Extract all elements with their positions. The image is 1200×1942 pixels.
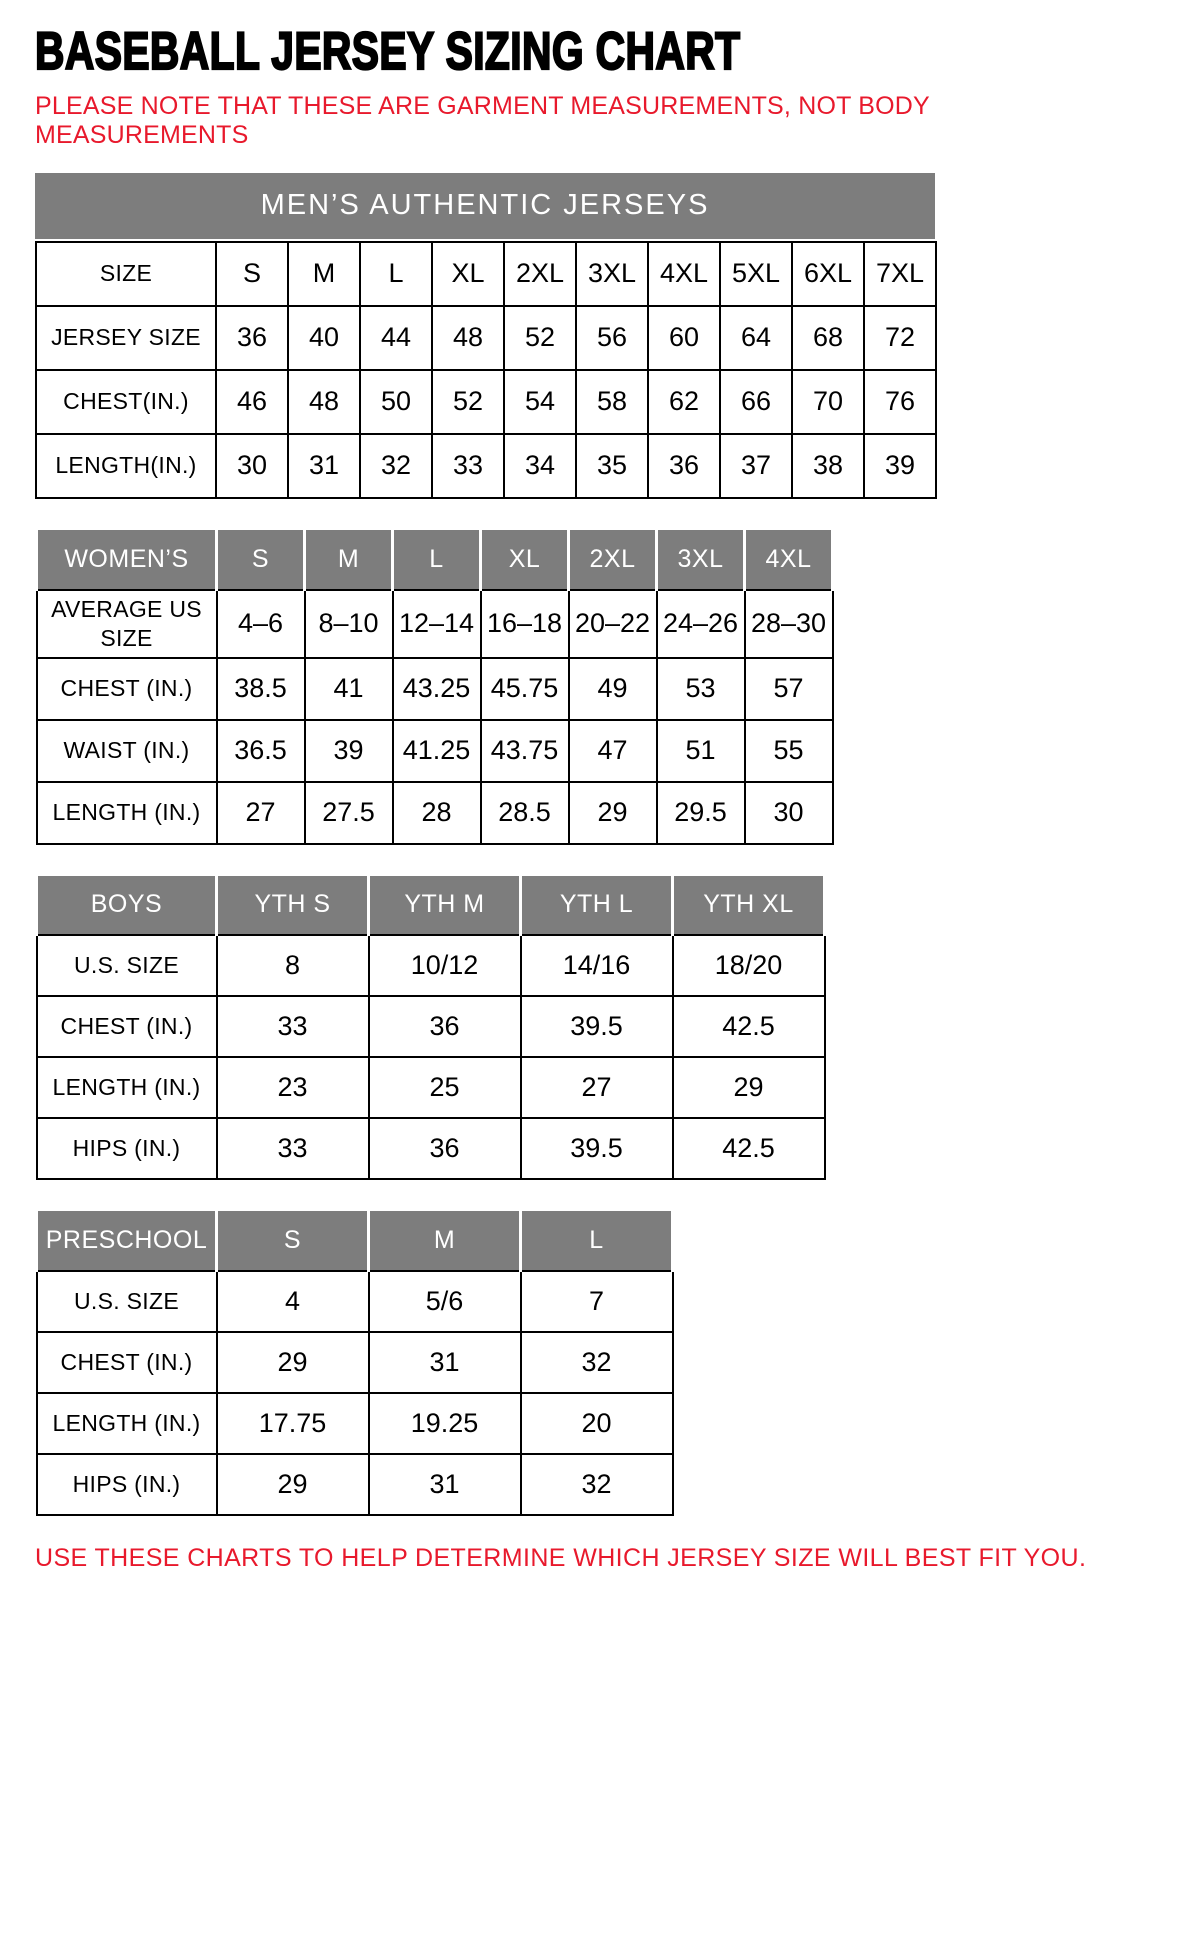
cell: 46	[216, 370, 288, 434]
column-header: YTH XL	[673, 874, 825, 935]
cell: 30	[745, 782, 833, 844]
cell: 23	[217, 1057, 369, 1118]
column-header: M	[369, 1210, 521, 1271]
cell: 29.5	[657, 782, 745, 844]
sizing-chart-page	[35, 24, 1165, 1573]
cell: 44	[360, 306, 432, 370]
cell: 2XL	[504, 242, 576, 306]
row-label: CHEST (IN.)	[37, 658, 217, 720]
preschool-header-label: PRESCHOOL	[37, 1210, 217, 1271]
cell: 29	[217, 1454, 369, 1515]
cell: 7	[521, 1271, 673, 1332]
cell: 35	[576, 434, 648, 498]
cell: 42.5	[673, 996, 825, 1057]
column-header: XL	[481, 528, 569, 590]
cell: 39.5	[521, 1118, 673, 1179]
cell: 29	[673, 1057, 825, 1118]
row-label: U.S. SIZE	[37, 1271, 217, 1332]
cell: 41.25	[393, 720, 481, 782]
cell: 50	[360, 370, 432, 434]
cell: 45.75	[481, 658, 569, 720]
preschool-header-row	[37, 1210, 673, 1271]
cell: 54	[504, 370, 576, 434]
cell: 31	[288, 434, 360, 498]
table-row	[37, 1393, 673, 1454]
row-label: HIPS (IN.)	[37, 1454, 217, 1515]
cell: 7XL	[864, 242, 936, 306]
footer-note: USE THESE CHARTS TO HELP DETERMINE WHICH JERSEY SIZE WILL BEST FIT YOU.	[35, 1543, 1087, 1572]
cell: 42.5	[673, 1118, 825, 1179]
cell: 58	[576, 370, 648, 434]
cell: 12–14	[393, 590, 481, 658]
cell: 31	[369, 1454, 521, 1515]
cell: 4XL	[648, 242, 720, 306]
cell: 62	[648, 370, 720, 434]
mens-authentic-jerseys-table	[35, 241, 937, 499]
table-row	[37, 935, 825, 996]
column-header: YTH S	[217, 874, 369, 935]
size-tables-container	[35, 173, 1165, 1516]
cell: 76	[864, 370, 936, 434]
preschool-section	[35, 1208, 1165, 1516]
column-header: YTH M	[369, 874, 521, 935]
womens-section	[35, 527, 1165, 845]
column-header: 4XL	[745, 528, 833, 590]
cell: 40	[288, 306, 360, 370]
cell: 29	[217, 1332, 369, 1393]
table-row	[37, 1118, 825, 1179]
cell: 29	[569, 782, 657, 844]
cell: 3XL	[576, 242, 648, 306]
cell: XL	[432, 242, 504, 306]
cell: 28–30	[745, 590, 833, 658]
cell: 28.5	[481, 782, 569, 844]
row-label: WAIST (IN.)	[37, 720, 217, 782]
column-header: S	[217, 1210, 369, 1271]
row-label: CHEST (IN.)	[37, 996, 217, 1057]
cell: S	[216, 242, 288, 306]
cell: 5XL	[720, 242, 792, 306]
boys-header-label: BOYS	[37, 874, 217, 935]
preschool-table	[35, 1208, 674, 1516]
cell: 60	[648, 306, 720, 370]
row-label: LENGTH (IN.)	[37, 782, 217, 844]
cell: 8–10	[305, 590, 393, 658]
table-row	[37, 658, 833, 720]
cell: 39.5	[521, 996, 673, 1057]
cell: 36	[216, 306, 288, 370]
table-row	[37, 720, 833, 782]
row-label: CHEST(IN.)	[36, 370, 216, 434]
row-label: SIZE	[36, 242, 216, 306]
table-row	[37, 782, 833, 844]
row-label: U.S. SIZE	[37, 935, 217, 996]
cell: 57	[745, 658, 833, 720]
cell: 30	[216, 434, 288, 498]
boys-table	[35, 873, 826, 1181]
cell: 16–18	[481, 590, 569, 658]
cell: 39	[305, 720, 393, 782]
cell: 14/16	[521, 935, 673, 996]
cell: 38	[792, 434, 864, 498]
garment-measurement-note: PLEASE NOTE THAT THESE ARE GARMENT MEASUREMENTS, NOT BODY MEASUREMENTS	[35, 91, 930, 150]
cell: 68	[792, 306, 864, 370]
cell: 32	[521, 1454, 673, 1515]
column-header: L	[393, 528, 481, 590]
row-label: LENGTH (IN.)	[37, 1393, 217, 1454]
cell: 36	[648, 434, 720, 498]
cell: 27	[217, 782, 305, 844]
row-label: JERSEY SIZE	[36, 306, 216, 370]
cell: 19.25	[369, 1393, 521, 1454]
cell: 24–26	[657, 590, 745, 658]
row-label: LENGTH (IN.)	[37, 1057, 217, 1118]
cell: 52	[432, 370, 504, 434]
cell: 33	[432, 434, 504, 498]
cell: 34	[504, 434, 576, 498]
womens-table	[35, 527, 834, 845]
cell: 36	[369, 996, 521, 1057]
table-row	[36, 306, 936, 370]
table-row	[36, 370, 936, 434]
cell: 8	[217, 935, 369, 996]
table-row	[37, 590, 833, 658]
cell: 32	[360, 434, 432, 498]
cell: 72	[864, 306, 936, 370]
cell: 36.5	[217, 720, 305, 782]
cell: 20	[521, 1393, 673, 1454]
cell: 10/12	[369, 935, 521, 996]
cell: 18/20	[673, 935, 825, 996]
cell: 31	[369, 1332, 521, 1393]
column-header: S	[217, 528, 305, 590]
cell: 51	[657, 720, 745, 782]
column-header: 3XL	[657, 528, 745, 590]
cell: 53	[657, 658, 745, 720]
cell: M	[288, 242, 360, 306]
cell: 48	[288, 370, 360, 434]
cell: 4–6	[217, 590, 305, 658]
table-row	[37, 1057, 825, 1118]
column-header: M	[305, 528, 393, 590]
cell: 36	[369, 1118, 521, 1179]
column-header: L	[521, 1210, 673, 1271]
table-row	[37, 996, 825, 1057]
womens-header-label: WOMEN’S	[37, 528, 217, 590]
mens-authentic-jerseys-banner: MEN’S AUTHENTIC JERSEYS	[35, 173, 935, 239]
row-label: LENGTH(IN.)	[36, 434, 216, 498]
cell: 33	[217, 996, 369, 1057]
cell: 66	[720, 370, 792, 434]
column-header: YTH L	[521, 874, 673, 935]
cell: 32	[521, 1332, 673, 1393]
table-row	[37, 1271, 673, 1332]
cell: 25	[369, 1057, 521, 1118]
cell: L	[360, 242, 432, 306]
table-row	[36, 434, 936, 498]
table-row	[37, 1454, 673, 1515]
boys-section	[35, 873, 1165, 1181]
cell: 70	[792, 370, 864, 434]
womens-header-row	[37, 528, 833, 590]
row-label: HIPS (IN.)	[37, 1118, 217, 1179]
cell: 27.5	[305, 782, 393, 844]
cell: 47	[569, 720, 657, 782]
boys-header-row	[37, 874, 825, 935]
cell: 41	[305, 658, 393, 720]
cell: 20–22	[569, 590, 657, 658]
table-row	[36, 242, 936, 306]
row-label: CHEST (IN.)	[37, 1332, 217, 1393]
table-row	[37, 1332, 673, 1393]
cell: 56	[576, 306, 648, 370]
cell: 38.5	[217, 658, 305, 720]
cell: 49	[569, 658, 657, 720]
cell: 27	[521, 1057, 673, 1118]
cell: 39	[864, 434, 936, 498]
cell: 33	[217, 1118, 369, 1179]
cell: 55	[745, 720, 833, 782]
page-title: BASEBALL JERSEY SIZING CHART	[35, 22, 741, 81]
cell: 28	[393, 782, 481, 844]
cell: 17.75	[217, 1393, 369, 1454]
cell: 37	[720, 434, 792, 498]
cell: 64	[720, 306, 792, 370]
cell: 4	[217, 1271, 369, 1332]
cell: 52	[504, 306, 576, 370]
cell: 6XL	[792, 242, 864, 306]
cell: 43.75	[481, 720, 569, 782]
cell: 48	[432, 306, 504, 370]
mens-authentic-jerseys-section	[35, 173, 1165, 499]
cell: 43.25	[393, 658, 481, 720]
cell: 5/6	[369, 1271, 521, 1332]
column-header: 2XL	[569, 528, 657, 590]
row-label: AVERAGE US SIZE	[37, 590, 217, 658]
